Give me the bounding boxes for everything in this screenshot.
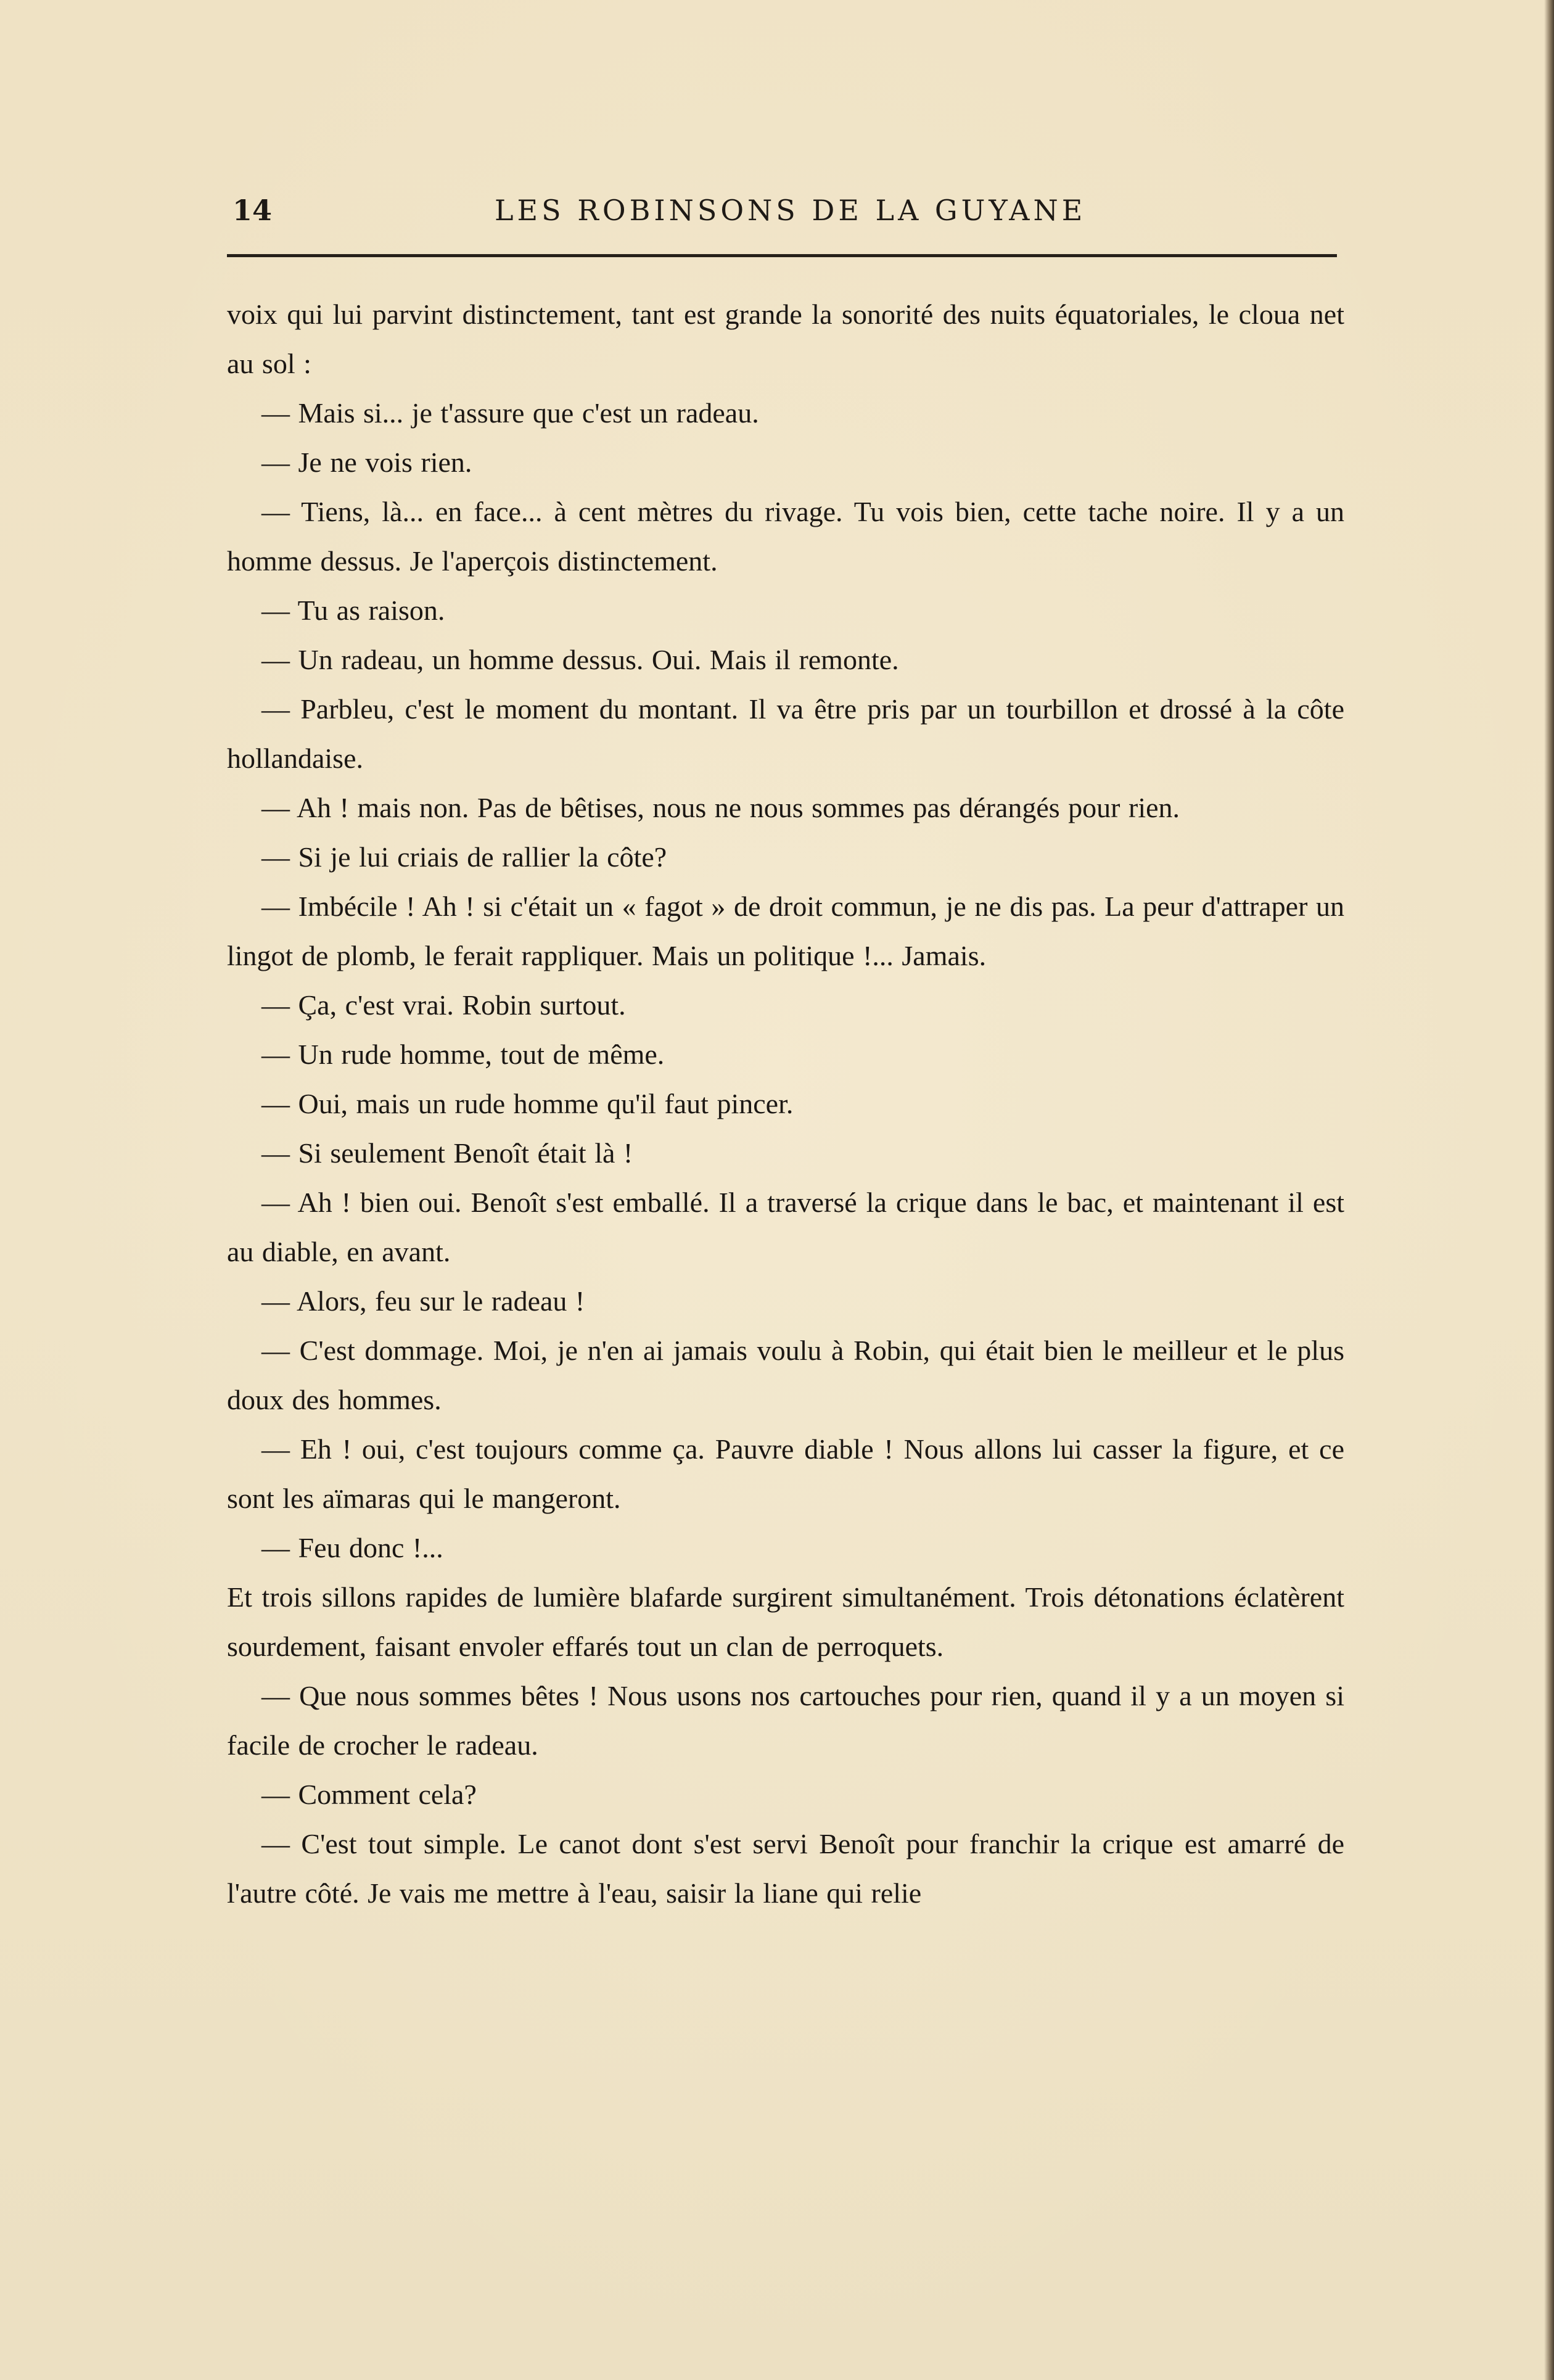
paragraph: — Feu donc !...	[261, 1532, 443, 1563]
paragraph: — Eh ! oui, c'est toujours comme ça. Pauvre diable ! Nous allons lui casser la figure, et ce sont les aïmaras qui le mangeront.	[227, 1433, 1344, 1514]
paragraph: — Oui, mais un rude homme qu'il faut pincer.	[261, 1088, 794, 1119]
paragraph: voix qui lui parvint distinctement, tant est grande la sonorité des nuits équatoriales, le cloua net au sol :	[227, 299, 1344, 379]
paragraph: — Tu as raison.	[261, 595, 445, 626]
paragraph: — Ah ! bien oui. Benoît s'est emballé. Il a traversé la crique dans le bac, et maintenant il est au diable, en avant.	[227, 1187, 1344, 1267]
paragraph: — Mais si... je t'assure que c'est un radeau.	[261, 397, 759, 429]
body-text	[227, 290, 1344, 1918]
page-number: 14	[232, 194, 273, 227]
paragraph: — Alors, feu sur le radeau !	[261, 1285, 585, 1317]
paragraph: — Je ne vois rien.	[261, 447, 472, 478]
paragraph: — Que nous sommes bêtes ! Nous usons nos cartouches pour rien, quand il y a un moyen si facile de crocher le radeau.	[227, 1680, 1344, 1761]
paragraph: — Un radeau, un homme dessus. Oui. Mais il remonte.	[261, 644, 899, 675]
running-head	[223, 190, 1346, 233]
paragraph: — C'est tout simple. Le canot dont s'est servi Benoît pour franchir la crique est amarré de l'autre côté. Je vais me mettre à l'eau, saisir la liane qui relie	[227, 1828, 1344, 1909]
paragraph: — Un rude homme, tout de même.	[261, 1039, 665, 1070]
paragraph: — Ah ! mais non. Pas de bêtises, nous ne nous sommes pas dérangés pour rien.	[261, 792, 1180, 823]
paragraph: Et trois sillons rapides de lumière blafarde surgirent simultanément. Trois détonations éclatèrent sourdement, faisant envoler effarés tout un clan de perroquets.	[227, 1581, 1344, 1662]
paragraph: — Parbleu, c'est le moment du montant. Il va être pris par un tourbillon et drossé à la côte hollandaise.	[227, 693, 1344, 774]
paragraph: — Ça, c'est vrai. Robin surtout.	[261, 989, 626, 1021]
paragraph: — Si seulement Benoît était là !	[261, 1137, 633, 1169]
paragraph: — Tiens, là... en face... à cent mètres du rivage. Tu vois bien, cette tache noire. Il y a un homme dessus. Je l'aperçois distinctement.	[227, 496, 1344, 577]
running-title: LES ROBINSONS DE LA GUYANE	[495, 194, 1087, 227]
page-edge-shadow	[1544, 0, 1554, 2380]
header-rule	[227, 254, 1337, 257]
paragraph: — Si je lui criais de rallier la côte?	[261, 841, 667, 873]
paragraph: — C'est dommage. Moi, je n'en ai jamais voulu à Robin, qui était bien le meilleur et le plus doux des hommes.	[227, 1335, 1344, 1415]
paragraph: — Imbécile ! Ah ! si c'était un « fagot » de droit commun, je ne dis pas. La peur d'attraper un lingot de plomb, le ferait rappliquer. Mais un politique !... Jamais.	[227, 891, 1344, 971]
paragraph: — Comment cela?	[261, 1779, 477, 1810]
